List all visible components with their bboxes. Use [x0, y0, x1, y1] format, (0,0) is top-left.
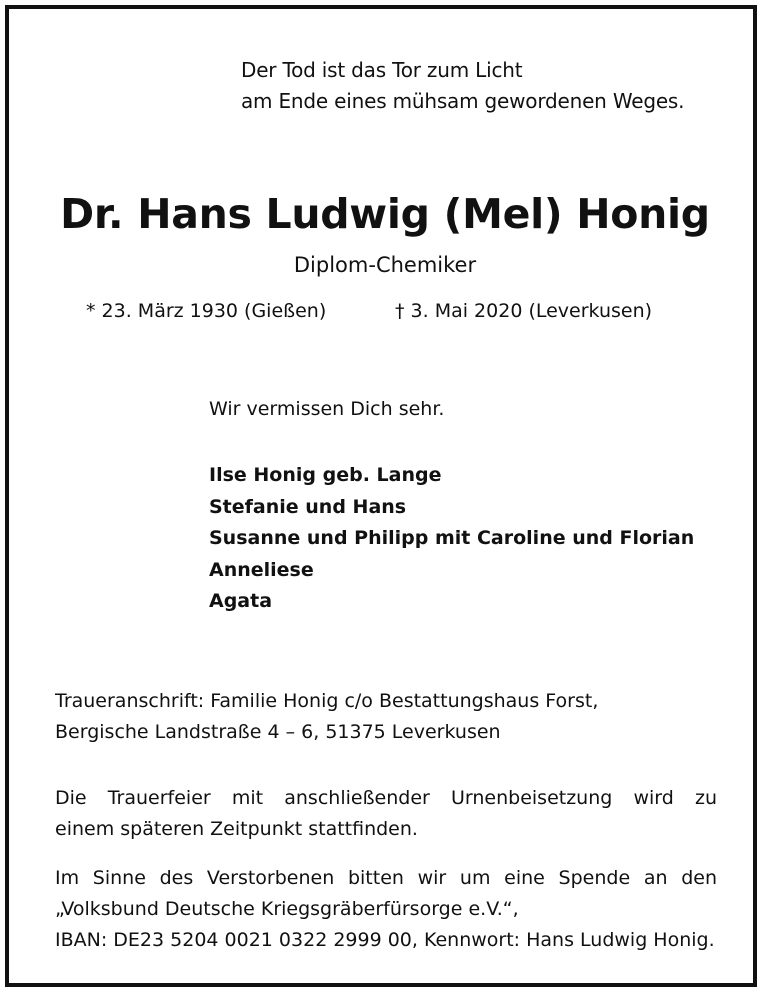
mourner-item: Agata	[209, 590, 273, 612]
mourner-item: Ilse Honig geb. Lange	[209, 464, 442, 486]
quote-line-1: Der Tod ist das Tor zum Licht	[241, 58, 523, 82]
deceased-title: Diplom-Chemiker	[293, 253, 477, 277]
quote-line-2: am Ende eines mühsam gewordenen Weges.	[241, 89, 685, 113]
mourning-message: Wir vermissen Dich sehr.	[209, 398, 445, 420]
ceremony-notice	[55, 783, 717, 845]
mourner-item: Stefanie und Hans	[209, 495, 407, 518]
death-date: † 3. Mai 2020 (Leverkusen)	[395, 300, 653, 322]
mourners-list	[209, 460, 694, 618]
ceremony-line-2: einem späteren Zeitpunkt stattfinden.	[55, 818, 418, 840]
donation-line-3: IBAN: DE23 5204 0021 0322 2999 00, Kennwort: Hans Ludwig Honig.	[55, 929, 715, 951]
mourning-address	[55, 686, 717, 748]
address-line-2: Bergische Landstraße 4 – 6, 51375 Leverkusen	[55, 721, 501, 743]
mourner-item: Susanne und Philipp mit Caroline und Florian	[209, 527, 695, 549]
birth-date: * 23. März 1930 (Gießen)	[86, 300, 327, 322]
donation-line-1: Im Sinne des Verstorbenen bitten wir um eine Spende an den	[55, 867, 717, 889]
deceased-name: Dr. Hans Ludwig (Mel) Honig	[60, 190, 710, 238]
address-line-1: Traueranschrift: Familie Honig c/o Bestattungshaus Forst,	[55, 690, 599, 712]
opening-quote	[241, 55, 684, 117]
ceremony-line-1: Die Trauerfeier mit anschließender Urnenbeisetzung wird zu	[55, 787, 717, 809]
donation-notice	[55, 863, 717, 956]
mourner-item: Anneliese	[209, 558, 314, 581]
donation-line-2: „Volksbund Deutsche Kriegsgräberfürsorge e.V.“,	[55, 898, 519, 920]
